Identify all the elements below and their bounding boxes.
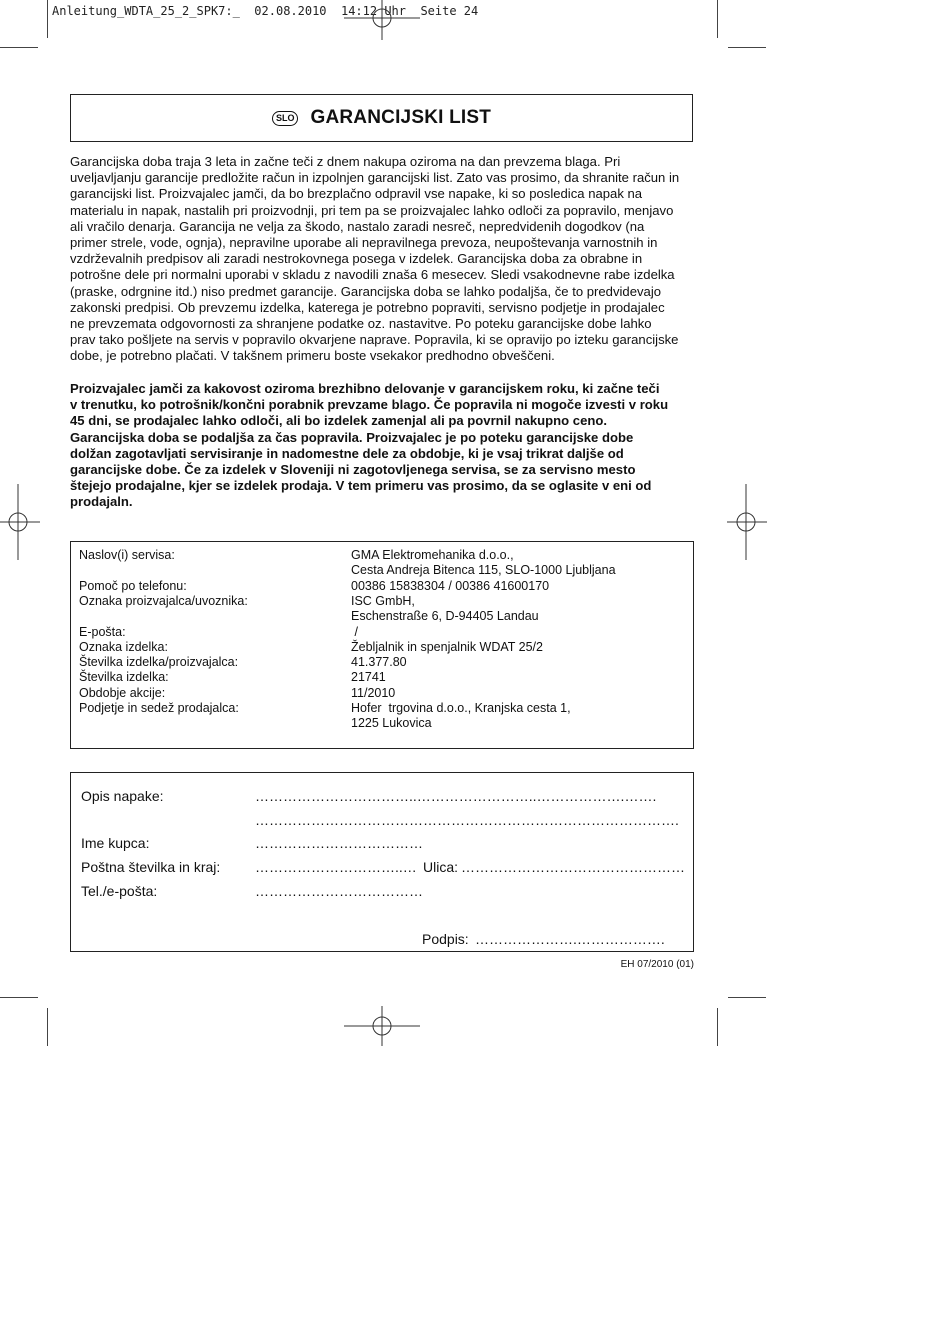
language-badge: SLO	[272, 111, 299, 126]
paragraph-line: zakonski predpisi. Ob prevzemu izdelka, katerega je potrebno popraviti, servisno podjetje in prodajalec	[70, 299, 665, 315]
crop-mark-top-right-h	[728, 47, 766, 48]
info-label: Pomoč po telefonu:	[79, 578, 187, 593]
paragraph-line: (praske, odrgnine itd.) niso predmet garancije. Garancijska doba se lahko podaljša, če to predvidevajo	[70, 283, 662, 299]
phone-email-label: Tel./e-pošta:	[81, 883, 158, 899]
signature-label: Podpis:	[422, 931, 469, 947]
bold-paragraph-line: Proizvajalec jamči za kakovost oziroma brezhibno delovanje v garancijskem roku, ki začne teči	[70, 381, 660, 396]
defect-label: Opis napake:	[81, 788, 164, 804]
paragraph-line: materialu in napak, nastalih pri proizvodnji, pri tem pa se proizvajalec lahko odloči za popravilo, menjavo	[70, 202, 674, 218]
buyer-name-label: Ime kupca:	[81, 835, 150, 851]
info-value: /	[351, 624, 358, 639]
paragraph-line: ne prevzemata odgovornosti za shranjene podatke oz. nastavitve. Po poteku garancijske dobe lahko	[70, 316, 652, 332]
phone-email-field[interactable]: ………………………………	[255, 883, 423, 899]
bold-paragraph-line: štejejo prodajalne, kjer se izdelek prodaja. V tem primeru vas prosimo, da se oglasite v eni od	[70, 478, 652, 494]
warranty-terms-paragraph	[70, 154, 696, 365]
manufacturer-guarantee-paragraph	[70, 381, 696, 511]
info-value: 21741	[351, 670, 386, 685]
crop-mark-bottom-left-v	[47, 1008, 48, 1046]
bold-paragraph-line: Garancijska doba se podaljša za čas popravila. Proizvajalec je po poteku garancijske dobe	[70, 429, 634, 445]
registration-mark-top-icon	[344, 0, 420, 40]
paragraph-line: prav tako pošljete na servis v popravilo okvarjene naprave. Popravila, ki se opravijo po izteku garancijske	[70, 332, 679, 348]
crop-mark-bottom-right-h	[728, 997, 766, 998]
paragraph-line: uveljavljanju garancije predložite račun in izpolnjen garancijski list. Zato vas prosimo, da shranite račun in	[70, 170, 680, 186]
street-field[interactable]: …………………………………………	[461, 859, 685, 875]
info-value: 41.377.80	[351, 655, 407, 670]
customer-form	[70, 772, 694, 952]
info-label: Številka izdelka/proizvajalca:	[79, 655, 239, 670]
registration-mark-bottom-icon	[344, 1006, 420, 1046]
info-value: ISC GmbH,	[351, 593, 415, 608]
paragraph-line: dobe, je potrebno plačati. V takšnem primeru boste vsekakor predhodno obveščeni.	[70, 348, 555, 364]
info-label: Obdobje akcije:	[79, 685, 166, 700]
info-value: Eschenstraße 6, D-94405 Landau	[351, 609, 539, 624]
bold-paragraph-line: 45 dni, se prodajalec lahko odloči, ali bo izdelek zamenjal ali pa povrnil nakupno ceno.	[70, 413, 607, 429]
info-label: Podjetje in sedež prodajalca:	[79, 701, 239, 715]
info-label: Naslov(i) servisa:	[79, 548, 175, 562]
street-label: Ulica:	[423, 859, 459, 875]
defect-field-line-1[interactable]: ……………………………..……………………..……………….…….	[255, 788, 657, 804]
buyer-name-field[interactable]: ………………………………	[255, 835, 423, 851]
bold-paragraph-line: dolžan zagotavljati servisiranje in nadomestne dele za obdobje, ki je vsaj trikrat daljše od	[70, 445, 624, 461]
info-value: 00386 15838304 / 00386 41600170	[351, 578, 550, 593]
paragraph-line: vzdrževalnih predpisov ali zaradi nestrokovnega posega v izdelek. Garancijska doba za obrabne in	[70, 251, 643, 267]
defect-field-line-2[interactable]: ……………………………………………………………………………….	[255, 812, 679, 828]
info-value: Žebljalnik in spenjalnik WDAT 25/2	[351, 639, 543, 654]
info-label: Številka izdelka:	[79, 670, 169, 685]
paragraph-line: Garancijska doba traja 3 leta in začne teči z dnem nakupa oziroma na dan prevzema blaga. Pri	[70, 154, 621, 169]
info-label: Oznaka izdelka:	[79, 639, 168, 654]
info-value: Cesta Andreja Bitenca 115, SLO-1000 Ljubljana	[351, 563, 616, 578]
info-value: 1225 Lukovica	[351, 716, 432, 731]
crop-mark-top-right-v	[717, 0, 718, 38]
bold-paragraph-line: prodajaln.	[70, 494, 133, 510]
info-value: GMA Elektromehanika d.o.o.,	[351, 548, 514, 562]
crop-mark-bottom-right-v	[717, 1008, 718, 1046]
bold-paragraph-line: v trenutku, ko potrošnik/končni porabnik prevzame blago. Če popravila ni mogoče izvesti v roku	[70, 397, 669, 413]
postal-label: Poštna številka in kraj:	[81, 859, 221, 875]
paragraph-line: ali vračilo denarja. Garancija ne velja za škodo, nastalo zaradi nesreč, nepredvidenih dogodkov (na	[70, 218, 645, 234]
signature-field[interactable]: ………………….……………….	[475, 931, 665, 947]
info-value: 11/2010	[351, 685, 396, 700]
paragraph-line: primer strele, vode, ognja), nepravilne uporabe ali nepravilnega prevoza, neupoštevanja varnostnih in	[70, 235, 658, 251]
title-box	[70, 94, 693, 142]
bold-paragraph-line: garancijske dobe. Če za izdelek v Sloveniji ni zagotovljenega servisa, se za servisno mesto	[70, 462, 636, 478]
crop-mark-bottom-left-h	[0, 997, 38, 998]
crop-mark-top-left-h	[0, 47, 38, 48]
registration-mark-right-icon	[727, 484, 767, 560]
info-label: Oznaka proizvajalca/uvoznika:	[79, 593, 248, 608]
info-label: E-pošta:	[79, 624, 126, 639]
print-slug-line: Anleitung_WDTA_25_2_SPK7:_ 02.08.2010 14:12 Uhr Seite 24	[52, 4, 479, 18]
paragraph-line: potrošne dele pri normalni uporabi v skladu z navodili znaša 6 mesecev. Sledi vsakodnevne rabe izdelka	[70, 267, 675, 283]
paragraph-line: garancijski list. Proizvajalec jamči, da bo brezplačno odpravil vse napake, ki so posledica napak na	[70, 186, 643, 202]
crop-mark-top-left-v	[47, 0, 48, 38]
page-title: GARANCIJSKI LIST	[310, 107, 492, 128]
document-code: EH 07/2010 (01)	[620, 959, 694, 970]
registration-mark-left-icon	[0, 484, 40, 560]
info-value: Hofer trgovina d.o.o., Kranjska cesta 1,	[351, 701, 571, 715]
service-info-table	[70, 541, 694, 749]
postal-field[interactable]: …………………………..…	[255, 859, 417, 875]
